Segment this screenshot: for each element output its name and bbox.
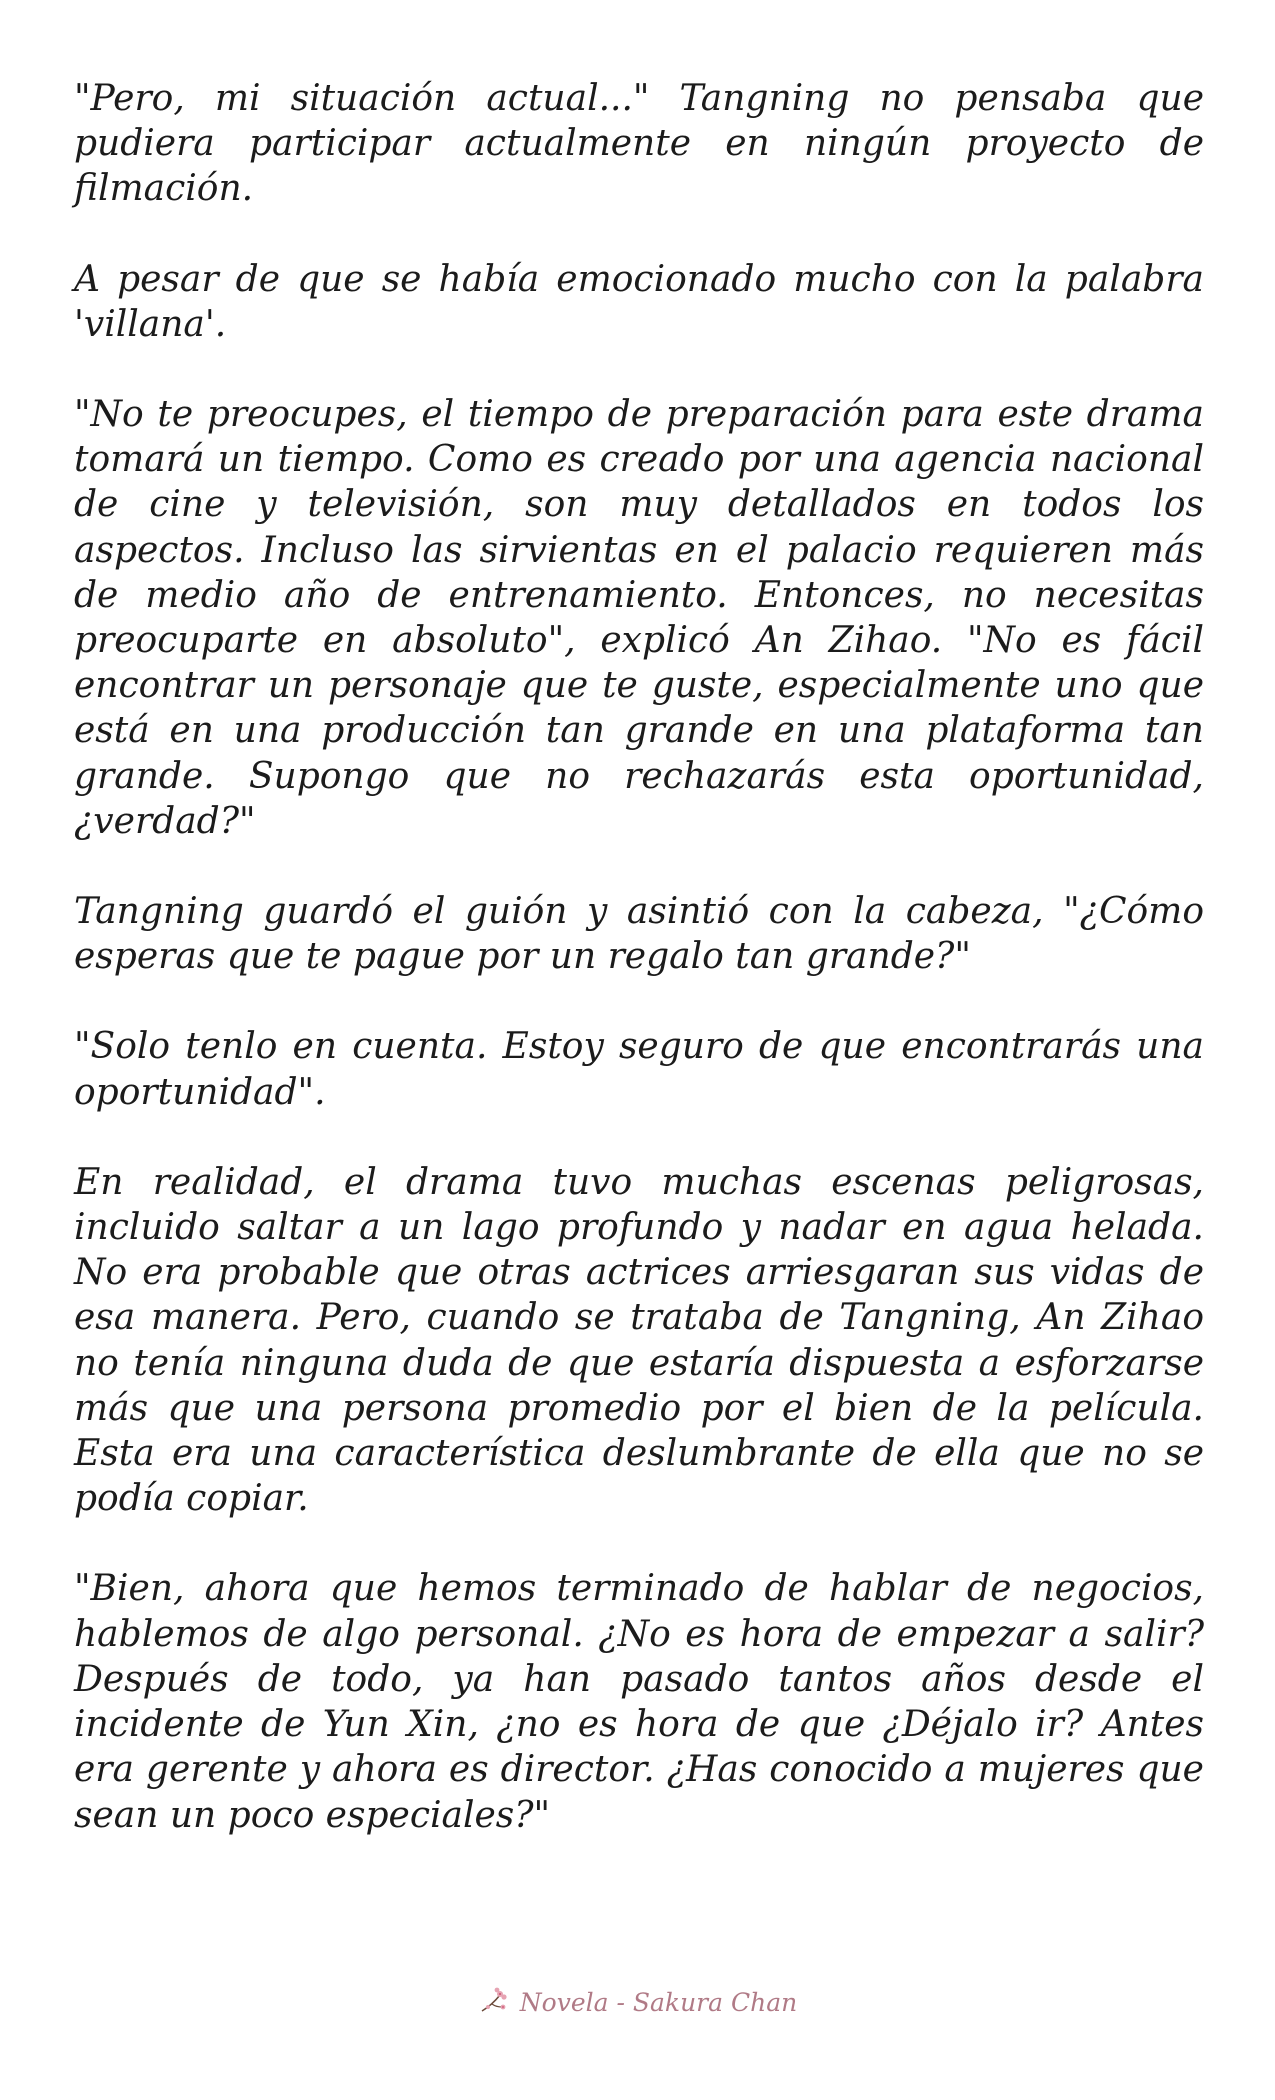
paragraph-6: En realidad, el drama tuvo muchas escenas peligrosas, incluido saltar a un lago profundo y nadar en agua helada. No era probable que otras actrices arriesgaran sus vidas de esa manera. Pero, cuando se trataba de Tangning, An Zihao no tenía ninguna duda de que estaría dispuesta a esforzarse más que una persona promedio por el bien de la película. Esta era una característica deslumbrante de ella que no se podía copiar.: [74, 1161, 1204, 1520]
watermark-text: Novela - Sakura Chan: [519, 1987, 798, 2017]
document-body: [74, 76, 1204, 1883]
paragraph-4: Tangning guardó el guión y asintió con la cabeza, "¿Cómo esperas que te pague por un regalo tan grande?": [74, 891, 1204, 978]
paragraph-5: "Solo tenlo en cuenta. Estoy seguro de que encontrarás una oportunidad".: [74, 1026, 1204, 1113]
paragraph-1: "Pero, mi situación actual..." Tangning no pensaba que pudiera participar actualmente en ningún proyecto de filmación.: [74, 78, 1204, 210]
paragraph-7: "Bien, ahora que hemos terminado de hablar de negocios, hablemos de algo personal. ¿No es hora de empezar a salir? Después de todo, ya han pasado tantos años desde el incidente de Yun Xin, ¿no es hora de que ¿Déjalo ir? Antes era gerente y ahora es director. ¿Has conocido a mujeres que sean un poco especiales?": [74, 1568, 1204, 1836]
cherry-blossom-icon: [478, 1985, 512, 2019]
paragraph-3: "No te preocupes, el tiempo de preparación para este drama tomará un tiempo. Como es creado por una agencia nacional de cine y televisión, son muy detallados en todos los aspectos. Incluso las sirvientas en el palacio requieren más de medio año de entrenamiento. Entonces, no necesitas preocuparte en absoluto", explicó An Zihao. "No es fácil encontrar un personaje que te guste, especialmente uno que está en una producción tan grande en una plataforma tan grande. Supongo que no rechazarás esta oportunidad, ¿verdad?": [74, 394, 1204, 842]
paragraph-2: A pesar de que se había emocionado mucho con la palabra 'villana'.: [74, 258, 1204, 345]
watermark: [0, 1985, 1275, 2025]
watermark-group: [478, 1985, 797, 2019]
